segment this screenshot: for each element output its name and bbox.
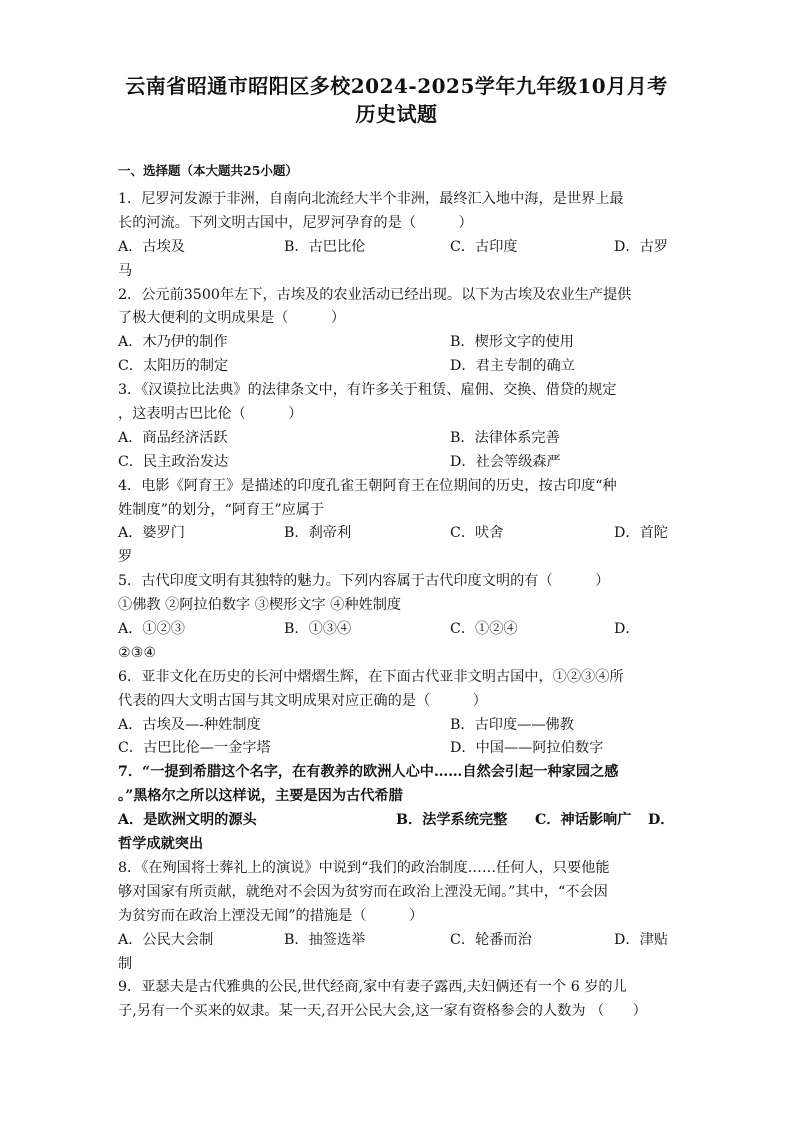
option-d: D． [648, 812, 675, 829]
question-stem: 2．公元前3500年左下，古埃及的农业活动已经出现。以下为古埃及农业生产提供 [118, 286, 632, 303]
option-a: A．古埃及—-种姓制度 [118, 716, 261, 733]
option-row [118, 929, 678, 953]
page-title: 云南省昭通市昭阳区多校2024-2025学年九年级10月月考 [125, 74, 668, 98]
option-d: D．君主专制的确立 [450, 358, 575, 375]
option-a: A．木乃伊的制作 [118, 334, 228, 351]
option-row [118, 451, 678, 475]
question-stem: 5．古代印度文明有其独特的魅力。下列内容属于古代印度文明的有（ ） [118, 573, 610, 590]
option-b: B．古巴比伦 [284, 238, 366, 255]
option-row [118, 427, 678, 451]
option-b: B．楔形文字的使用 [450, 334, 574, 351]
option-row [118, 714, 678, 738]
option-row [118, 355, 678, 379]
option-a: A．婆罗门 [118, 525, 185, 542]
question-stem: 姓制度”的划分，“阿育王”应属于 [118, 501, 325, 518]
option-a: A．①②③ [118, 621, 185, 638]
option-a: A．古埃及 [118, 238, 185, 255]
question-stem: ，这表明古巴比伦（ ） [118, 406, 303, 423]
option-d: D．社会等级森严 [450, 453, 561, 470]
question-stem: 够对国家有所贡献，就绝对不会因为贫穷而在政治上湮没无闻。”其中，“不会因 [118, 883, 608, 900]
question-stem: 代表的四大文明古国与其文明成果对应正确的是（ ） [118, 692, 487, 709]
option-a: A．商品经济活跃 [118, 429, 228, 446]
option-d: D．津贴 [614, 931, 668, 948]
option-row [118, 331, 678, 355]
question-stem: 8．《在殉国将士葬礼上的演说》中说到“我们的政治制度……任何人，只要他能 [118, 859, 610, 876]
option-d: D． [614, 621, 640, 638]
question-stem: 7．“一提到希腊这个名字，在有教养的欧洲人心中……自然会引起一种家园之感 [118, 764, 619, 781]
option-d: D．古罗 [614, 238, 668, 255]
question-stem: 了极大便利的文明成果是（ ） [118, 310, 346, 327]
option-row [118, 809, 678, 833]
option-d: D．中国——阿拉伯数字 [450, 740, 604, 757]
option-row [118, 236, 678, 260]
question-stem: ①佛教 ②阿拉伯数字 ③楔形文字 ④种姓制度 [118, 597, 402, 614]
option-b: B．古印度——佛教 [450, 716, 574, 733]
section-title: 一、选择题（本大题共25小题） [118, 163, 298, 178]
question-stem: 子,另有一个买来的奴隶。某一天,召开公民大会,这一家有资格参会的人数为 （ ） [118, 1003, 647, 1020]
option-row [118, 522, 678, 546]
option-wrap: 马 [118, 262, 133, 279]
question-list [118, 188, 678, 1024]
option-b: B．①③④ [284, 621, 352, 638]
question-stem: 长的河流。下列文明古国中，尼罗河孕育的是（ ） [118, 214, 473, 231]
option-c: C．古巴比伦—一金字塔 [118, 740, 271, 757]
option-b: B．法学系统完整 [396, 812, 508, 829]
option-wrap: 哲学成就突出 [118, 836, 204, 853]
option-c: C．太阳历的制定 [118, 358, 229, 375]
option-wrap: 罗 [118, 549, 133, 566]
option-b: B．抽签选举 [284, 931, 366, 948]
option-c: C．神话影响广 [535, 812, 632, 829]
option-a: A．是欧洲文明的源头 [118, 812, 257, 829]
option-c: C．吠舍 [450, 525, 504, 542]
option-d: D．首陀 [614, 525, 668, 542]
option-c: C．民主政治发达 [118, 453, 229, 470]
question-stem: 3．《汉谟拉比法典》的法律条文中，有许多关于租赁、雇佣、交换、借贷的规定 [118, 382, 617, 399]
option-c: C．①②④ [450, 621, 518, 638]
question-stem: 4．电影《阿育王》是描述的印度孔雀王朝阿育王在位期间的历史，按古印度“种 [118, 477, 617, 494]
option-a: A．公民大会制 [118, 931, 214, 948]
option-b: B．法律体系完善 [450, 429, 560, 446]
question-stem: 9．亚瑟夫是古代雅典的公民,世代经商,家中有妻子露西,夫妇俩还有一个 6 岁的儿 [118, 979, 627, 996]
option-wrap: 制 [118, 955, 133, 972]
option-wrap: ②③④ [118, 644, 157, 661]
page-subtitle: 历史试题 [355, 102, 438, 126]
question-stem: 1．尼罗河发源于非洲，自南向北流经大半个非洲，最终汇入地中海，是世界上最 [118, 191, 624, 207]
question-stem: 6．亚非文化在历史的长河中熠熠生辉，在下面古代亚非文明古国中，①②③④所 [118, 668, 624, 685]
option-row [118, 618, 678, 642]
question-stem: 为贫穷而在政治上湮没无闻”的措施是（ ） [118, 907, 424, 924]
option-c: C．古印度 [450, 238, 518, 255]
question-stem: 。”黑格尔之所以这样说，主要是因为古代希腊 [118, 788, 403, 805]
option-b: B．刹帝利 [284, 525, 352, 542]
option-row [118, 737, 678, 761]
option-c: C．轮番而治 [450, 931, 532, 948]
